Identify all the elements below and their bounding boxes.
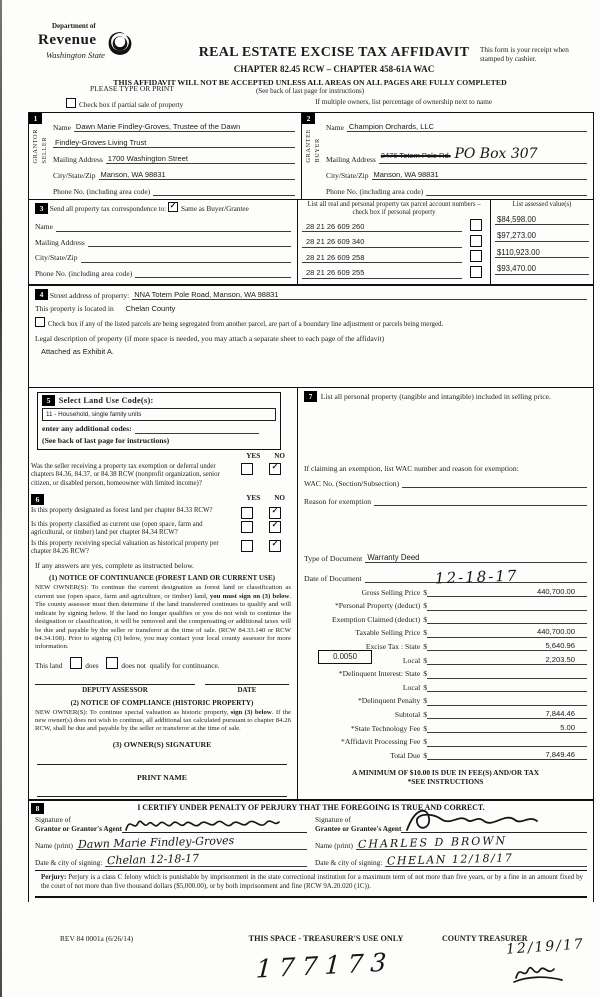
- if-any-yes-note: If any answers are yes, complete as instructed below.: [35, 561, 195, 571]
- print-name-title: PRINT NAME: [137, 772, 187, 782]
- corr-csz-value[interactable]: [81, 262, 292, 263]
- assessed-value[interactable]: $97,273.00: [495, 225, 589, 242]
- grantee-date-city-value[interactable]: [385, 853, 587, 868]
- assessed-value[interactable]: $93,470.00: [495, 258, 589, 275]
- parcel-row: [302, 263, 486, 279]
- buyer-mailing-struck: 2476 Totem Pole Rd.: [380, 150, 451, 160]
- buyer-name-value[interactable]: Champion Orchards, LLC: [347, 122, 587, 132]
- date-city-label: Date & city of signing:: [315, 858, 383, 868]
- name-print-label: Name (print): [35, 841, 73, 851]
- local-rate-box: 0.0050: [318, 650, 372, 664]
- buyer-csz-label: City/State/Zip: [326, 170, 369, 180]
- seller-mailing-value[interactable]: 1700 Washington Street: [106, 154, 295, 164]
- section-5-see-back: (See back of last page for instructions): [42, 435, 170, 445]
- section-4-property: [29, 286, 593, 387]
- corr-mailing-label: Mailing Address: [35, 237, 85, 247]
- corr-csz-label: City/State/Zip: [35, 253, 78, 263]
- form-rev-number: REV 84 0001a (6/26/14): [60, 934, 134, 943]
- seller-phone-value[interactable]: [153, 195, 295, 196]
- corr-phone-label: Phone No. (including area code): [35, 268, 133, 278]
- does-not-checkbox[interactable]: [106, 657, 118, 669]
- land-use-code-input[interactable]: 11 - Household, single family units: [42, 408, 276, 421]
- grantee-signature-line[interactable]: [401, 818, 587, 833]
- buyer-phone-label: Phone No. (including area code): [326, 186, 424, 196]
- taxable-selling-price[interactable]: 440,700.00: [427, 627, 587, 637]
- seller-name-value-2[interactable]: Findley-Groves Living Trust: [53, 138, 295, 148]
- assessed-value[interactable]: $84,598.00: [495, 209, 589, 226]
- receipt-note: This form is your receipt when stamped by cashier.: [480, 46, 569, 63]
- personal-property-label: List all personal property (tangible and intangible) included in selling price.: [320, 392, 551, 401]
- section-5-land-use: [37, 392, 281, 450]
- owner-signature-title: (3) OWNER(S) SIGNATURE: [112, 739, 212, 749]
- segregated-label: Check box if any of the listed parcels are being segregated from another parcel, are part of a boundary line adjustment or parcels being merged.: [48, 321, 444, 329]
- section-5-number: 5: [42, 395, 55, 406]
- grantor-date-city-value[interactable]: [105, 853, 307, 868]
- deferral-no-checkbox[interactable]: [269, 463, 281, 475]
- owner-signature-line[interactable]: [37, 764, 287, 765]
- treasurer-date-handwritten: 12/19/17: [505, 936, 586, 958]
- section-8-number: 8: [31, 803, 44, 814]
- treasurer-receipt-number-handwritten: 177173: [255, 947, 395, 984]
- does-checkbox[interactable]: [70, 657, 82, 669]
- notice-continuance-body: NEW OWNER(S): To continue the current designation as forest land or classification as current use (open space, farm and agriculture, or timber) land, you must sign on (3) below. The county assessor must then determine if the land transferred continues to qualify and will indicate by signing below. If the land no longer qualifies or you do not wish to continue the designation or classification, it will be removed and the compensating or additional taxes will be due and payable by the seller or transferor at the time of sale. (RCW 84.33.140 or RCW 84.34.108). Prior to signing (3) below, you may contact your local county assessor for more information.: [35, 584, 292, 651]
- dor-swirl-icon: [107, 31, 133, 56]
- notice-continuance-title: (1) NOTICE OF CONTINUANCE (FOREST LAND OR CURRENT USE): [48, 574, 276, 583]
- yes-header: YES: [246, 493, 261, 502]
- grantor-name-print-value[interactable]: [76, 833, 307, 851]
- historic-no-checkbox[interactable]: [269, 540, 281, 552]
- scan-edge-artifact: [0, 0, 2, 997]
- partial-sale-label: Check box if partial sale of property: [79, 101, 184, 110]
- seller-grantor-side-label: GRANTOR SELLER: [32, 129, 48, 164]
- wac-number-label: WAC No. (Section/Subsection): [304, 479, 400, 488]
- notice-compliance-body: NEW OWNER(S): To continue special valuation as historic property, sign (3) below. If the new owner(s) does not wish to continue, all additional tax calculated pursuant to chapter 84.26 RCW, shall be due and payable by the seller or transferor at the time of sale.: [35, 708, 291, 733]
- seller-csz-label: City/State/Zip: [53, 170, 96, 180]
- assessed-value-column: [491, 200, 593, 284]
- exemption-claim-label: If claiming an exemption, list WAC number and reason for exemption:: [304, 464, 519, 473]
- money-label: *State Technology Fee: [350, 723, 421, 733]
- same-as-buyer-label: Same as Buyer/Grantee: [180, 205, 249, 213]
- logo-revenue: Revenue: [38, 31, 97, 48]
- no-header: NO: [274, 493, 285, 502]
- section-2-number: 2: [302, 113, 315, 124]
- legal-description-value[interactable]: Attached as Exhibit A.: [41, 347, 114, 357]
- money-label: Excise Tax : State: [365, 641, 421, 651]
- signature-of-label: Signature of: [315, 815, 351, 825]
- county-value[interactable]: Chelan County: [125, 304, 176, 313]
- see-instructions-note: *SEE INSTRUCTIONS: [407, 777, 484, 787]
- corr-phone-value[interactable]: [135, 277, 291, 278]
- grantor-signature-block: [35, 815, 315, 867]
- additional-codes-label: enter any additional codes:: [42, 424, 132, 434]
- buyer-mailing-handwritten: PO Box 307: [454, 145, 538, 162]
- doc-date-label: Date of Document: [304, 573, 362, 583]
- money-label: Exemption Claimed (deduct): [332, 614, 421, 624]
- minimum-due-note: A MINIMUM OF $10.00 IS DUE IN FEE(S) AND/OR TAX: [351, 768, 540, 778]
- section-5-6-column: [29, 388, 297, 799]
- excise-tax-state[interactable]: 5,640.96: [427, 641, 587, 651]
- seller-csz-value[interactable]: Manson, WA 98831: [99, 170, 296, 180]
- print-name-line[interactable]: [37, 796, 287, 797]
- buyer-csz-value[interactable]: Manson, WA 98831: [372, 170, 588, 180]
- personal-property-checkbox[interactable]: [470, 266, 482, 278]
- notice-compliance-title: (2) NOTICE OF COMPLIANCE (HISTORIC PROPERTY): [70, 698, 254, 707]
- additional-codes-value[interactable]: [135, 433, 259, 434]
- forest-yes-checkbox[interactable]: [241, 507, 253, 519]
- section-6-number: 6: [31, 494, 44, 505]
- date-city-label: Date & city of signing:: [35, 858, 103, 868]
- parcel-number-column: [298, 200, 491, 284]
- yes-header: YES: [246, 451, 261, 460]
- section-8-signatures: [29, 799, 593, 901]
- section-1-seller: [29, 113, 302, 199]
- reason-exemption-value[interactable]: [374, 505, 587, 506]
- partial-sale-checkbox[interactable]: [66, 98, 76, 108]
- parcel-number[interactable]: 28 21 26 609 340: [302, 237, 462, 247]
- grantee-agent-label: Grantee or Grantee's Agent: [315, 824, 402, 834]
- land-use-title: Select Land Use Code(s):: [58, 396, 154, 405]
- chapter-line: CHAPTER 82.45 RCW – CHAPTER 458-61A WAC: [233, 63, 435, 74]
- form-title: REAL ESTATE EXCISE TAX AFFIDAVIT: [198, 45, 470, 60]
- personal-property-checkbox[interactable]: [470, 250, 482, 262]
- gross-selling-price[interactable]: 440,700.00: [427, 587, 587, 597]
- multiple-owners-note: If multiple owners, list percentage of ownership next to name: [315, 98, 493, 107]
- forest-land-question: Is this property designated as forest land per chapter 84.33 RCW?: [31, 506, 213, 514]
- current-use-yes-checkbox[interactable]: [241, 521, 253, 533]
- deputy-assessor-line[interactable]: DEPUTY ASSESSOR: [35, 684, 195, 695]
- section-4-number: 4: [35, 289, 48, 300]
- money-label: Gross Selling Price: [361, 587, 421, 597]
- please-type-or-print: PLEASE TYPE OR PRINT: [90, 84, 174, 93]
- grantee-signature-block: [315, 815, 587, 867]
- acceptance-warning: THIS AFFIDAVIT WILL NOT BE ACCEPTED UNLESS ALL AREAS ON ALL PAGES ARE FULLY COMPLETED: [113, 77, 507, 87]
- section-1-number: 1: [29, 113, 42, 124]
- money-label: Local: [402, 682, 421, 692]
- corr-name-label: Name: [35, 222, 53, 232]
- personal-property-checkbox[interactable]: [470, 235, 482, 247]
- grantor-signature-line[interactable]: [122, 818, 307, 833]
- section-7-column: 7 List all personal property (tangible and intangible) included in selling price. If claiming an exemption, list WAC number and reason for exemption: WAC No. (Section/Subsection) Reason for exemption Type of Document Warranty Deed Date of Document 12-18-17 Gross Selling Price $ 440,700.00 *Personal Property (deduct) $ Exemption Claimed (deduct) $ Taxable Selling Price $ 440,700.00 Excise Tax : State $ 5,640.96 0.0050 Local $ 2,203.50 *Delinquent Interest: State $ Local $ *Delinquent Penalty $ Subtotal $ 7,844.46 *State Technology Fee $ 5.00 *Affidavit Processing Fee $ Total Due $ 7,849.46 A MINIMUM OF $10.00 IS DUE IN FEE(S) AND/OR TAX *SEE INSTRUCTIONS: [297, 388, 593, 799]
- doc-date-handwritten: 12-18-17: [434, 566, 519, 588]
- seller-name-value[interactable]: Dawn Marie Findley-Groves, Trustee of the Dawn: [74, 122, 295, 132]
- segregated-checkbox[interactable]: [35, 317, 45, 327]
- total-due[interactable]: 7,849.46: [427, 750, 587, 760]
- parcel-row: [302, 217, 486, 233]
- dor-logo: [28, 22, 188, 75]
- grantor-name-handwritten: Dawn Marie Findley-Groves: [77, 833, 235, 851]
- form-header: [28, 22, 592, 110]
- treasurer-space-label: THIS SPACE - TREASURER'S USE ONLY: [248, 934, 404, 943]
- parcel-number[interactable]: 28 21 26 609 258: [302, 253, 462, 263]
- corr-name-value[interactable]: [56, 231, 291, 232]
- buyer-name-label: Name: [326, 122, 344, 132]
- money-label: Taxable Selling Price: [355, 628, 421, 638]
- grantee-name-print-value[interactable]: [356, 833, 587, 851]
- current-use-no-checkbox[interactable]: [269, 521, 281, 533]
- grantee-date-handwritten: CHELAN 12/18/17: [387, 851, 514, 868]
- logo-state-line: Washington State: [46, 49, 105, 60]
- certify-statement: I CERTIFY UNDER PENALTY OF PERJURY THAT THE FOREGOING IS TRUE AND CORRECT.: [137, 803, 485, 813]
- historic-question: Is this property receiving special valuation as historical property per chapter 84.26 RCW?: [31, 539, 219, 556]
- buyer-mailing-label: Mailing Address: [326, 154, 376, 164]
- buyer-phone-value[interactable]: [426, 195, 587, 196]
- grantee-name-handwritten: CHARLES D BROWN: [357, 833, 508, 851]
- parcel-number[interactable]: 28 21 26 609 255: [302, 268, 462, 278]
- section-7-number: 7: [304, 391, 317, 402]
- street-address-label: Street address of property:: [49, 290, 130, 300]
- buyer-grantee-side-label: GRANTEE BUYER: [305, 129, 321, 163]
- money-label: Local: [402, 655, 421, 665]
- deferral-yes-checkbox[interactable]: [241, 463, 253, 475]
- state-technology-fee[interactable]: 5.00: [427, 723, 587, 733]
- seller-name-label: Name: [53, 122, 71, 132]
- parcel-row: [302, 248, 486, 264]
- logo-dept-line: Department of: [52, 22, 96, 30]
- treasurer-initials-scribble: [510, 960, 566, 986]
- buyer-mailing-value[interactable]: [379, 146, 587, 165]
- current-use-question: Is this property classified as current use (open space, farm and agricultural, or timber) land per chapter 84.34 RCW?: [31, 520, 203, 537]
- assessed-column-header: List assessed value(s): [512, 201, 572, 208]
- same-as-buyer-checkbox[interactable]: [168, 202, 178, 212]
- historic-yes-checkbox[interactable]: [241, 540, 253, 552]
- grantee-signature-scribble: [401, 806, 541, 836]
- street-address-value[interactable]: NNA Totem Pole Road, Manson, WA 98831: [132, 290, 587, 300]
- excise-tax-local[interactable]: 2,203.50: [427, 655, 587, 665]
- assessed-value[interactable]: $110,923.00: [495, 242, 589, 259]
- assessor-date-line[interactable]: DATE: [205, 684, 289, 695]
- perjury-statement: Perjury: Perjury is a class C felony which is punishable by imprisonment in the state correctional institution for a maximum term of not more than five years, or by a fine in an amount fixed by the court of not more than five thousand dollars ($5,000.00), or by both imprisonment and fine (RCW 9A.20.020 (1C)).: [35, 870, 587, 897]
- send-correspondence-label: Send all property tax correspondence to:: [49, 205, 167, 213]
- seller-mailing-label: Mailing Address: [53, 154, 103, 164]
- grantor-signature-scribble: [122, 812, 282, 836]
- money-label: *Delinquent Penalty: [357, 696, 421, 706]
- seller-phone-label: Phone No. (including area code): [53, 186, 151, 196]
- land-qualify-line: This land does does not qualify for continuance.: [31, 657, 293, 670]
- corr-mailing-value[interactable]: [88, 246, 291, 247]
- grantor-date-handwritten: Chelan 12-18-17: [107, 851, 200, 867]
- county-treasurer-label: COUNTY TREASURER: [442, 934, 528, 943]
- grantor-agent-label: Grantor or Grantor's Agent: [35, 824, 123, 834]
- parcel-row: [302, 232, 486, 248]
- money-label: *Affidavit Processing Fee: [341, 737, 421, 747]
- parcel-column-header: List all real and personal property tax parcel account numbers – check box if personal property: [307, 201, 481, 216]
- wac-number-value[interactable]: [402, 487, 587, 488]
- section-3-number: 3: [35, 203, 48, 214]
- reason-exemption-label: Reason for exemption: [304, 497, 372, 506]
- signature-of-label: Signature of: [35, 815, 71, 825]
- personal-property-checkbox[interactable]: [470, 219, 482, 231]
- money-label: Total Due: [390, 750, 421, 760]
- doc-type-value[interactable]: Warranty Deed: [365, 553, 587, 564]
- doc-type-label: Type of Document: [304, 553, 363, 563]
- located-in-label: This property is located in: [35, 304, 114, 313]
- parcel-number[interactable]: 28 21 26 609 260: [302, 222, 462, 232]
- no-header: NO: [274, 451, 285, 460]
- forest-no-checkbox[interactable]: [269, 507, 281, 519]
- section-2-buyer: [302, 113, 593, 199]
- name-print-label: Name (print): [315, 841, 353, 851]
- see-back-note: (See back of last page for instructions): [255, 87, 365, 96]
- form-body: [28, 112, 594, 902]
- money-label: *Delinquent Interest: State: [338, 669, 421, 679]
- legal-description-label: Legal description of property (if more space is needed, you may attach a separate sheet to each page of the affidavit): [35, 334, 385, 343]
- section-3-correspondence: [29, 200, 298, 284]
- subtotal[interactable]: 7,844.46: [427, 709, 587, 719]
- money-label: Subtotal: [394, 709, 421, 719]
- treasurer-footer: [28, 934, 592, 984]
- money-label: *Personal Property (deduct): [335, 601, 421, 611]
- deferral-question: Was the seller receiving a property tax exemption or deferral under chapters 84.36, 84.37, or 84.38 RCW (nonprofit organization, senior citizen, or disabled person, homeowner with limited income)?: [31, 462, 220, 487]
